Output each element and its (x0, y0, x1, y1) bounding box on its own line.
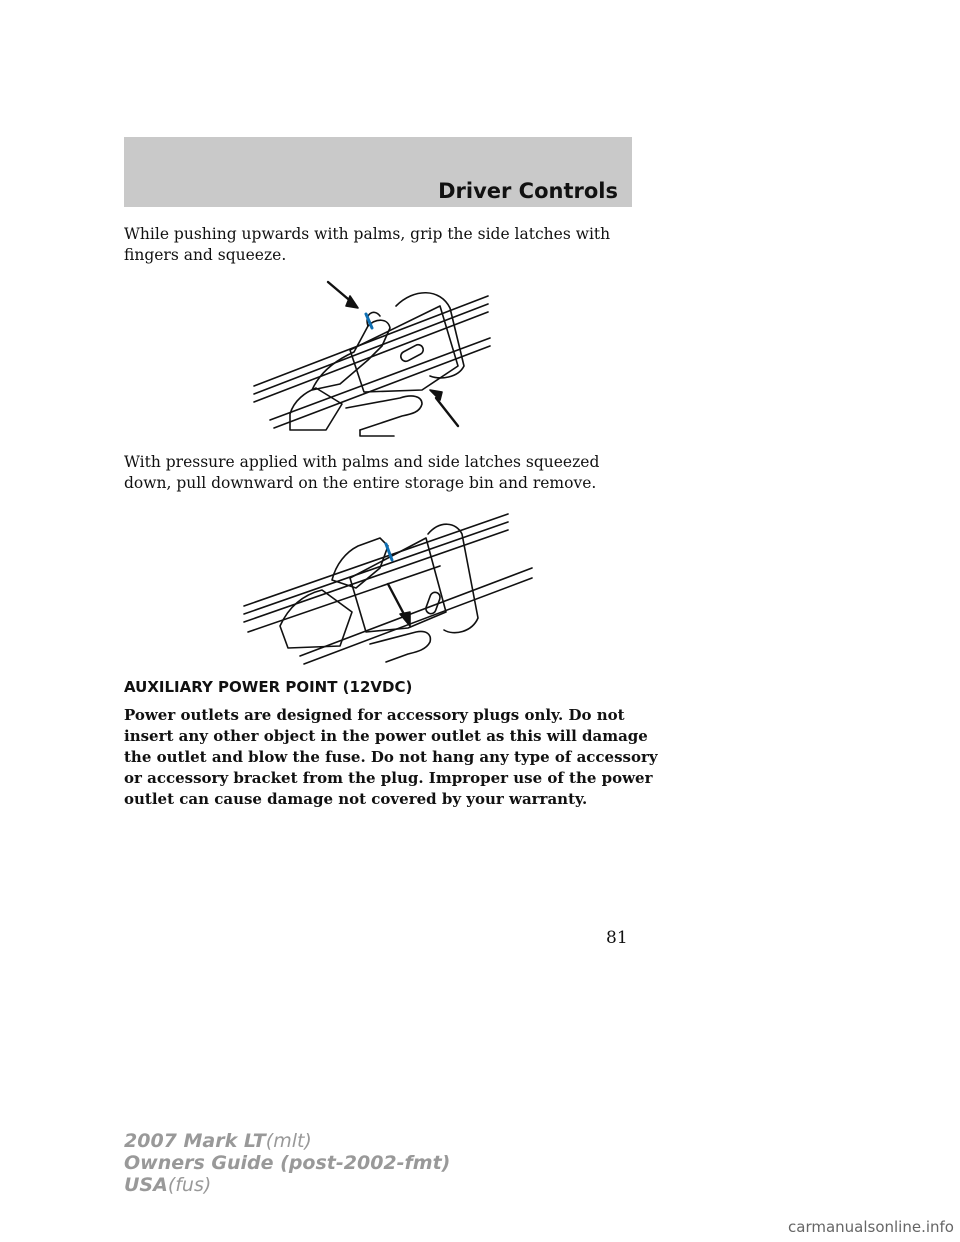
footer-model: 2007 Mark LT (124, 1130, 266, 1152)
paragraph-squeeze-latches: While pushing upwards with palms, grip the side latches with fingers and squeeze. (124, 225, 611, 264)
illustration-squeeze-latches (250, 280, 510, 440)
header-band (124, 137, 632, 207)
page-number: 81 (606, 928, 628, 948)
paragraph-pull-downward: With pressure applied with palms and side latches squeezed down, pull downward on the entire storage bin and remove. (124, 453, 600, 492)
section-title: Driver Controls (438, 179, 618, 203)
watermark: carmanualsonline.info (788, 1218, 954, 1236)
document-footer (124, 1130, 450, 1196)
illustration-remove-storage-bin (240, 508, 540, 672)
footer-guide-format: Owners Guide (post-2002-fmt) (124, 1152, 451, 1174)
warning-paragraph: Power outlets are designed for accessory plugs only. Do not insert any other object in the power outlet as this will damage the outlet and blow the fuse. Do not hang any type of accessory or accessory bracket from the plug. Improper use of the power outlet can cause damage not covered by your warranty. (124, 706, 658, 808)
section-subheading: AUXILIARY POWER POINT (12VDC) (124, 678, 413, 696)
footer-model-code: (mlt) (265, 1130, 312, 1152)
footer-market-code: (fus) (167, 1174, 212, 1196)
footer-market: USA (124, 1174, 168, 1196)
